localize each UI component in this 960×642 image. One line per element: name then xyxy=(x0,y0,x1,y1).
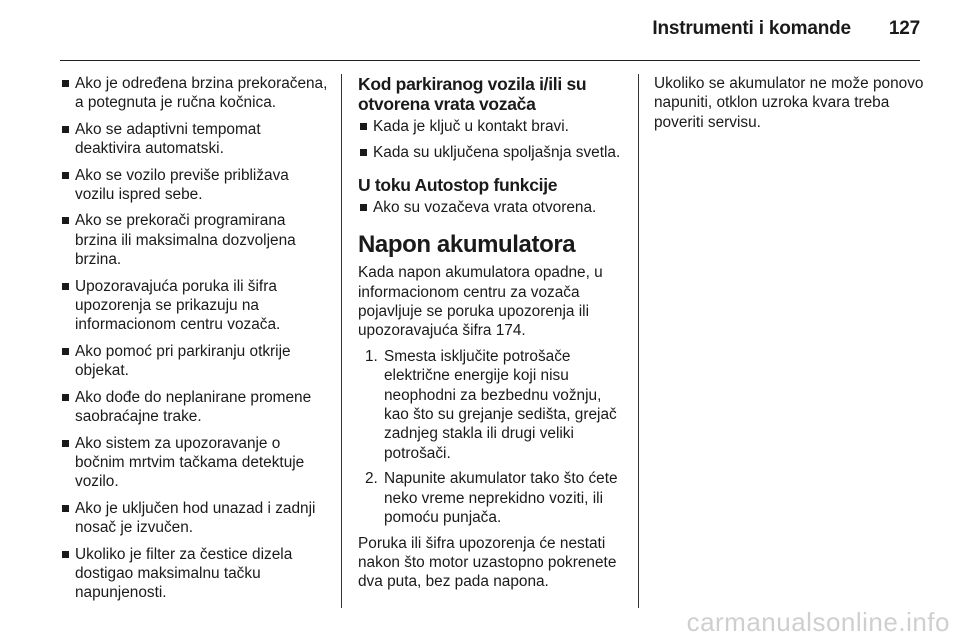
step-number: 2. xyxy=(365,470,378,488)
page-header xyxy=(60,18,920,42)
list-item: Ako sistem za upozoravanje o bočnim mrtvim tačkama detektuje vozilo. xyxy=(60,434,328,492)
section-title: Instrumenti i komande xyxy=(652,18,851,39)
list-item: Kada su uključena spoljašnja svetla. xyxy=(358,143,628,162)
battery-steps xyxy=(358,347,628,528)
step-text: Napunite akumulator tako što ćete neko vreme neprekidno voziti, ili pomoću punjača. xyxy=(384,470,618,527)
list-item: Ukoliko je filter za čestice dizela dostigao maksimalnu tačku napunjenosti. xyxy=(60,545,328,603)
column-divider xyxy=(341,74,342,608)
watermark: carmanualsonline.info xyxy=(686,607,950,637)
column-middle xyxy=(358,74,628,598)
list-item: Ako pomoć pri parkiranju otkrije objekat. xyxy=(60,342,328,381)
column-divider xyxy=(638,74,639,608)
step-number: 1. xyxy=(365,347,378,365)
list-item: Ako su vozačeva vrata otvorena. xyxy=(358,198,628,217)
warning-conditions-list xyxy=(60,74,328,603)
list-item: Ako se prekorači programirana brzina ili maksimalna dozvoljena brzina. xyxy=(60,211,328,269)
step-item xyxy=(358,469,628,527)
list-item: Kada je ključ u kontakt bravi. xyxy=(358,117,628,136)
list-item: Upozoravajuća poruka ili šifra upozorenja se prikazuju na informacionom centru vozača. xyxy=(60,277,328,335)
page-number: 127 xyxy=(888,18,920,39)
heading-battery-voltage: Napon akumulatora xyxy=(358,231,576,259)
step-text: Smesta isključite potrošače električne energije koji nisu neophodni za bezbednu vožnju, kao što su grejanje sedišta, grejač zadnjeg stakla ili drugi veliki potrošači. xyxy=(384,347,617,462)
step-item xyxy=(358,347,628,463)
list-item: Ako se adaptivni tempomat deaktivira automatski. xyxy=(60,120,328,159)
column-left xyxy=(60,74,328,610)
header-divider xyxy=(60,60,920,61)
battery-intro: Kada napon akumulatora opadne, u informacionom centru za vozača pojavljuje se poruka upozorenja ili upozoravajuća šifra 174. xyxy=(358,264,603,340)
heading-parked-vehicle: Kod parkiranog vozila i/ili su otvorena vrata vozača xyxy=(358,74,587,114)
list-item: Ako je uključen hod unazad i zadnji nosač je izvučen. xyxy=(60,499,328,538)
list-item: Ako dođe do neplanirane promene saobraćajne trake. xyxy=(60,388,328,427)
list-item: Ako je određena brzina prekoračena, a potegnuta je ručna kočnica. xyxy=(60,74,328,113)
column-right xyxy=(654,74,924,138)
service-note: Ukoliko se akumulator ne može ponovo napuniti, otklon uzroka kvara treba poveriti servisu. xyxy=(654,75,924,131)
battery-outro: Poruka ili šifra upozorenja će nestati nakon što motor uzastopno pokrenete dva puta, bez pada napona. xyxy=(358,534,617,591)
parked-conditions-list xyxy=(358,117,628,163)
list-item: Ako se vozilo previše približava vozilu ispred sebe. xyxy=(60,166,328,205)
heading-autostop: U toku Autostop funkcije xyxy=(358,174,558,195)
autostop-conditions-list xyxy=(358,198,628,217)
